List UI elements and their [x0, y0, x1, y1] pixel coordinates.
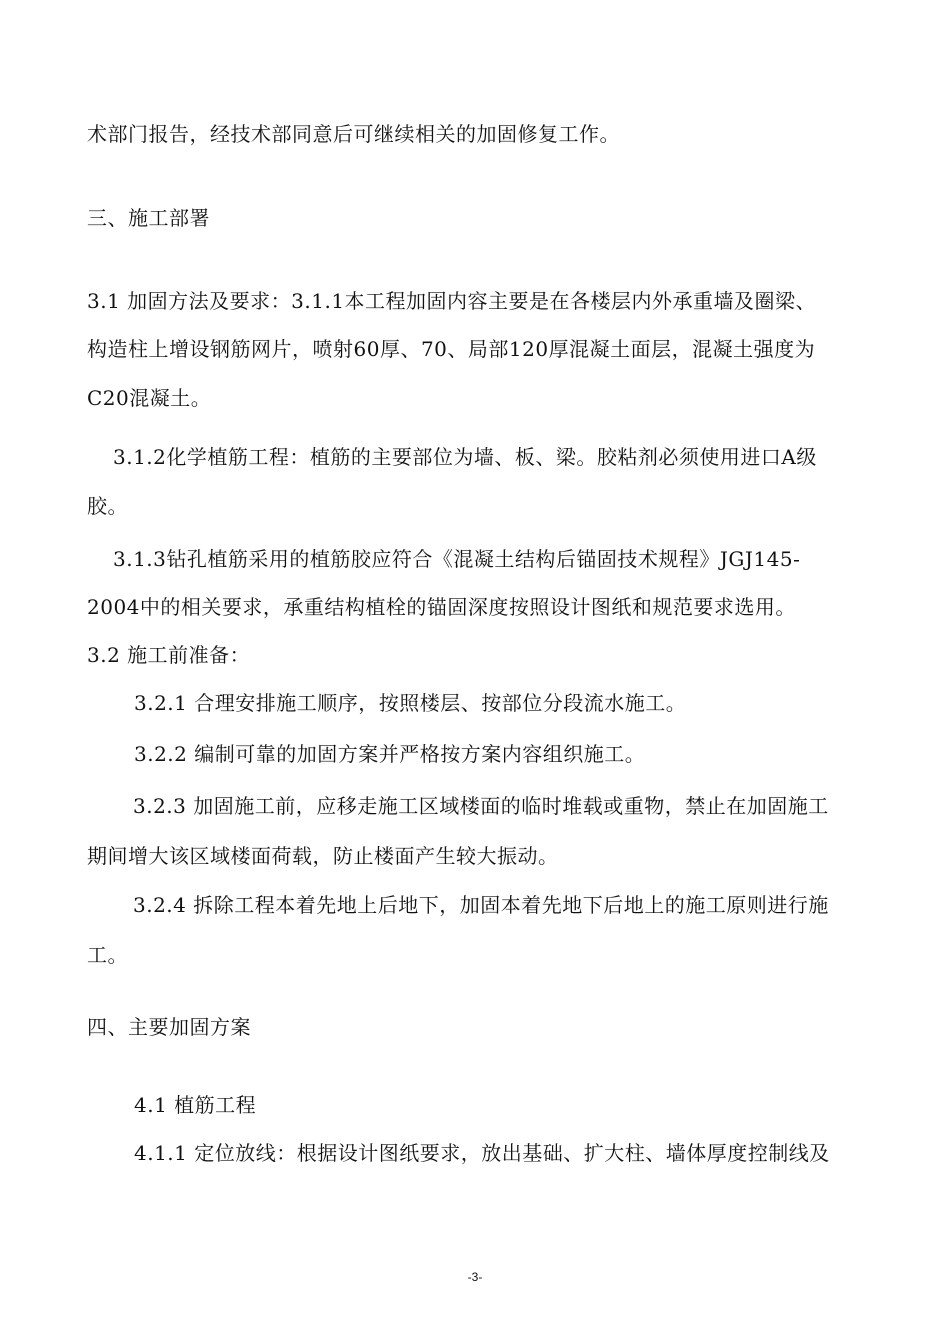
paragraph-line: 2004中的相关要求，承重结构植栓的锚固深度按照设计图纸和规范要求选用。 — [87, 595, 796, 619]
paragraph-line: 构造柱上增设钢筋网片，喷射60厚、70、局部120厚混凝土面层，混凝土强度为 — [87, 337, 816, 361]
paragraph-line: 术部门报告，经技术部同意后可继续相关的加固修复工作。 — [87, 122, 620, 146]
paragraph-line: 3.1.2化学植筋工程：植筋的主要部位为墙、板、梁。胶粘剂必须使用进口A级 — [113, 445, 817, 469]
paragraph-line: 3.1.3钻孔植筋采用的植筋胶应符合《混凝土结构后锚固技术规程》JGJ145- — [113, 547, 801, 571]
paragraph-line: 期间增大该区域楼面荷载，防止楼面产生较大振动。 — [87, 844, 559, 868]
paragraph-line: 3.2.2 编制可靠的加固方案并严格按方案内容组织施工。 — [134, 742, 646, 766]
section-heading: 三、施工部署 — [87, 206, 210, 230]
paragraph-line: C20混凝土。 — [87, 386, 212, 410]
page-number: -3- — [467, 1270, 483, 1284]
paragraph-line: 3.2.1 合理安排施工顺序，按照楼层、按部位分段流水施工。 — [134, 691, 687, 715]
paragraph-line: 工。 — [87, 943, 128, 967]
paragraph-line: 3.1 加固方法及要求：3.1.1本工程加固内容主要是在各楼层内外承重墙及圈梁、 — [87, 289, 817, 313]
subsection-heading: 4.1 植筋工程 — [134, 1093, 257, 1117]
paragraph-line: 3.2.4 拆除工程本着先地上后地下，加固本着先地下后地上的施工原则进行施 — [133, 893, 829, 917]
paragraph-line: 4.1.1 定位放线：根据设计图纸要求，放出基础、扩大柱、墙体厚度控制线及 — [134, 1141, 830, 1165]
subsection-heading: 3.2 施工前准备： — [87, 643, 251, 667]
section-heading: 四、主要加固方案 — [87, 1015, 251, 1039]
paragraph-line: 胶。 — [87, 494, 128, 518]
paragraph-line: 3.2.3 加固施工前，应移走施工区域楼面的临时堆载或重物，禁止在加固施工 — [133, 794, 829, 818]
